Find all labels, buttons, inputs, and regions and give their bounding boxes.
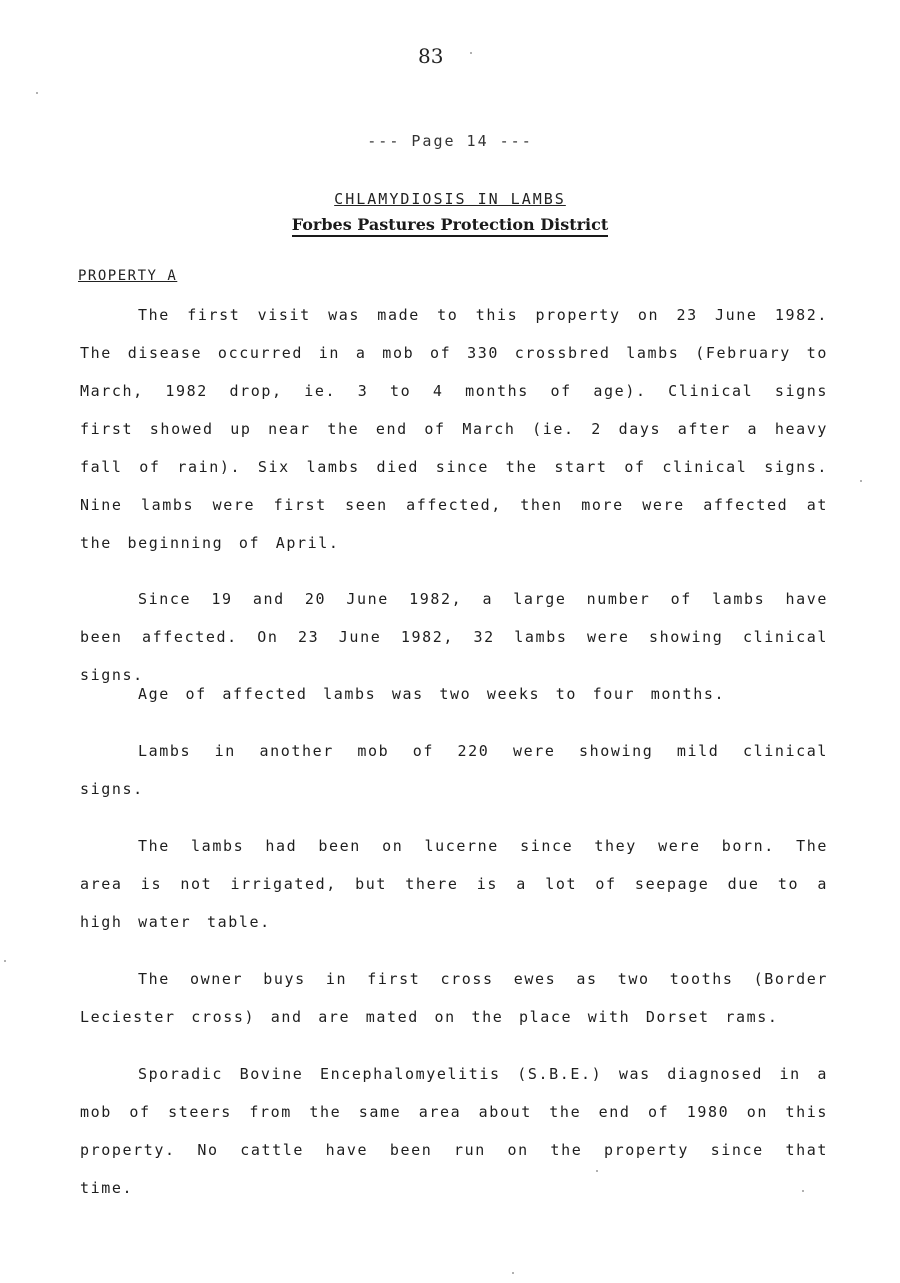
subtitle-text: Forbes Pastures Protection District xyxy=(292,215,609,237)
paragraph xyxy=(80,296,828,562)
paragraph xyxy=(80,675,828,713)
paragraph xyxy=(80,960,828,1036)
scan-speck xyxy=(512,1272,514,1274)
handwritten-page-number: 83 xyxy=(418,44,444,68)
document-subtitle xyxy=(0,215,900,234)
paragraph xyxy=(80,827,828,941)
paragraph-text: Since 19 and 20 June 1982, a large number of lambs have been affected. On 23 June 1982, 32 lambs were showing clinical signs. xyxy=(80,590,828,684)
section-heading: PROPERTY A xyxy=(78,268,178,284)
paragraph-text: Sporadic Bovine Encephalomyelitis (S.B.E.) was diagnosed in a mob of steers from the same area about the end of 1980 on this property. No cattle have been run on the property since that time. xyxy=(80,1065,828,1197)
scan-speck xyxy=(802,1190,804,1192)
paragraph-text: Lambs in another mob of 220 were showing mild clinical signs. xyxy=(80,742,828,798)
scan-speck xyxy=(36,92,38,94)
document-title: CHLAMYDIOSIS IN LAMBS xyxy=(334,190,566,208)
scan-speck xyxy=(470,52,472,54)
paragraph-text: The owner buys in first cross ewes as two tooths (Border Leciester cross) and are mated on the place with Dorset rams. xyxy=(80,970,828,1026)
scan-speck xyxy=(4,960,6,962)
paragraph-text: The first visit was made to this property on 23 June 1982. The disease occurred in a mob of 330 crossbred lambs (February to March, 1982 drop, ie. 3 to 4 months of age). Clinical signs first showed up near the end of March (ie. 2 days after a heavy fall of rain). Six lambs died since the start of clinical signs. Nine lambs were first seen affected, then more were affected at the beginning of April. xyxy=(80,306,828,552)
paragraph xyxy=(80,732,828,808)
paragraph-text: The lambs had been on lucerne since they were born. The area is not irrigated, but there is a lot of seepage due to a high water table. xyxy=(80,837,828,931)
page-label: --- Page 14 --- xyxy=(367,132,533,150)
paragraph xyxy=(80,1055,828,1207)
paragraph-text: Age of affected lambs was two weeks to four months. xyxy=(138,685,726,703)
scan-speck xyxy=(860,480,862,482)
scan-speck xyxy=(596,1170,598,1172)
